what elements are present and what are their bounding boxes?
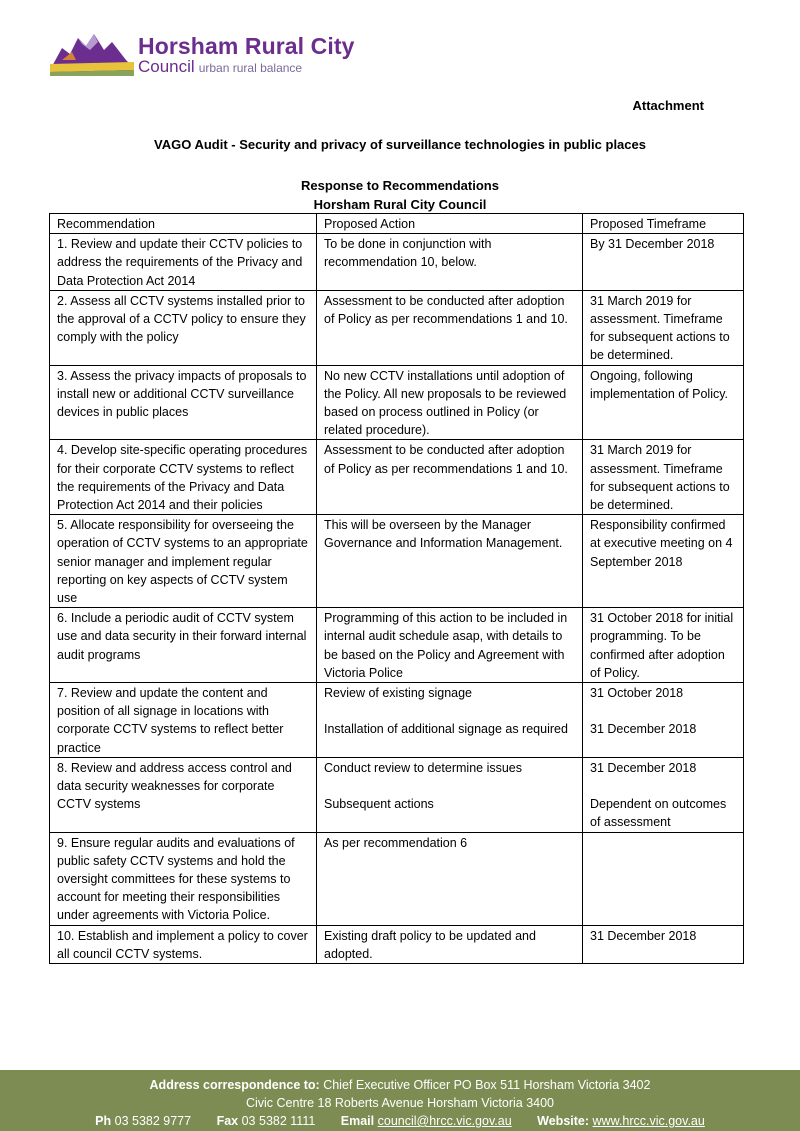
timeframe-cell [583, 832, 744, 925]
table-row [50, 515, 744, 608]
action-cell [317, 290, 583, 365]
subtitle-line-1: Response to Recommendations [301, 178, 499, 193]
recommendation-cell [50, 440, 317, 515]
timeframe-cell [583, 234, 744, 291]
header-proposed-timeframe: Proposed Timeframe [583, 214, 744, 234]
timeframe-cell [583, 757, 744, 832]
timeframe-cell-paragraph: 31 December 2018 [590, 928, 697, 943]
footer-line-3 [0, 1112, 800, 1130]
document-subtitle [0, 176, 800, 214]
footer-email-link[interactable]: council@hrcc.vic.gov.au [377, 1114, 512, 1128]
footer-line-2: Civic Centre 18 Roberts Avenue Horsham Victoria 3400 [245, 1096, 555, 1110]
table-row [50, 832, 744, 925]
timeframe-cell-paragraph: 31 March 2019 for assessment. Timeframe for subsequent actions to be determined. [590, 293, 730, 363]
timeframe-cell-paragraph: Ongoing, following implementation of Policy. [590, 368, 729, 401]
recommendation-cell-paragraph: 8. Review and address access control and data security weaknesses for corporate CCTV systems [57, 760, 292, 812]
recommendation-cell-paragraph: 6. Include a periodic audit of CCTV system use and data security in their forward internal audit programs [57, 611, 307, 662]
timeframe-cell [583, 440, 744, 515]
footer [0, 1070, 800, 1131]
action-cell-paragraph: No new CCTV installations until adoption of the Policy. All new proposals to be reviewed based on process outlined in Policy (or related procedure). [324, 368, 567, 438]
recommendations-table [49, 213, 744, 964]
recommendation-cell [50, 757, 317, 832]
logo-subline [138, 57, 302, 77]
action-cell-paragraph: To be done in conjunction with recommendation 10, below. [324, 237, 492, 270]
timeframe-cell [583, 608, 744, 683]
table-body [50, 234, 744, 964]
action-cell [317, 440, 583, 515]
recommendation-cell-paragraph: 7. Review and update the content and position of all signage in locations with corporate CCTV systems to reflect better practice [57, 686, 284, 755]
table-row [50, 365, 744, 440]
action-cell [317, 234, 583, 291]
recommendation-cell-paragraph: 1. Review and update their CCTV policies to address the requirements of the Privacy and Data Protection Act 2014 [57, 237, 303, 288]
action-cell-paragraph: Existing draft policy to be updated and adopted. [324, 928, 536, 961]
recommendation-cell [50, 683, 317, 758]
action-cell-paragraph: Subsequent actions [324, 797, 434, 812]
timeframe-cell [583, 365, 744, 440]
action-cell-paragraph: This will be overseen by the Manager Governance and Information Management. [324, 518, 563, 551]
recommendation-cell [50, 608, 317, 683]
timeframe-cell-paragraph: 31 December 2018 [590, 722, 697, 737]
table-row [50, 234, 744, 291]
timeframe-cell-paragraph: Dependent on outcomes of assessment [590, 797, 727, 830]
action-cell-paragraph: Programming of this action to be included in internal audit schedule asap, with details to be based on the Policy and Agreement with Victoria Police [324, 611, 568, 680]
mountain-logo-icon [48, 30, 136, 82]
timeframe-cell-paragraph: Responsibility confirmed at executive meeting on 4 September 2018 [590, 518, 733, 569]
recommendation-cell-paragraph: 4. Develop site-specific operating procedures for their corporate CCTV systems to reflect the requirements of the Privacy and Data Protection Act 2014 and their policies [57, 443, 308, 513]
footer-email-label: Email [340, 1114, 375, 1128]
timeframe-cell [583, 515, 744, 608]
footer-phone-value: 03 5382 9777 [114, 1114, 192, 1128]
attachment-label: Attachment [632, 98, 704, 113]
recommendation-cell-paragraph: 9. Ensure regular audits and evaluations of public safety CCTV systems and hold the oversight committees for these systems to account for meeting their responsibilities under agreements with Victoria Police. [57, 835, 295, 923]
table-row [50, 608, 744, 683]
timeframe-cell [583, 290, 744, 365]
footer-address-value: Chief Executive Officer PO Box 511 Horsham Victoria 3402 [323, 1078, 651, 1092]
action-cell-paragraph: Review of existing signage [324, 686, 472, 701]
action-cell-paragraph: Installation of additional signage as required [324, 722, 568, 737]
recommendation-cell [50, 515, 317, 608]
table-header-row [50, 214, 744, 234]
recommendation-cell-paragraph: 3. Assess the privacy impacts of proposals to install new or additional CCTV surveillance devices in public places [57, 368, 307, 420]
table-row [50, 925, 744, 963]
footer-fax-label: Fax [216, 1114, 239, 1128]
timeframe-cell-paragraph: 31 October 2018 [590, 686, 684, 701]
action-cell [317, 515, 583, 608]
recommendation-cell-paragraph: 5. Allocate responsibility for overseeing the operation of CCTV systems to an appropriate senior manager and implement regular reporting on key aspects of CCTV system use [57, 518, 308, 606]
footer-line-1 [0, 1076, 800, 1094]
timeframe-cell [583, 925, 744, 963]
timeframe-cell-paragraph: 31 October 2018 for initial programming. To be confirmed after adoption of Policy. [590, 611, 734, 680]
action-cell [317, 365, 583, 440]
document-title: VAGO Audit - Security and privacy of surveillance technologies in public places [154, 137, 646, 152]
table-row [50, 683, 744, 758]
council-logo [48, 30, 368, 82]
header-proposed-action: Proposed Action [317, 214, 583, 234]
action-cell-paragraph: Assessment to be conducted after adoption of Policy as per recommendations 1 and 10. [324, 293, 568, 327]
action-cell-paragraph: As per recommendation 6 [324, 835, 468, 850]
timeframe-cell-paragraph: By 31 December 2018 [590, 237, 715, 252]
recommendation-cell-paragraph: 2. Assess all CCTV systems installed prior to the approval of a CCTV policy to ensure they comply with the policy [57, 293, 306, 345]
logo-wordmark: Horsham Rural City [138, 33, 355, 59]
table-row [50, 290, 744, 365]
table-row [50, 757, 744, 832]
footer-website-label: Website: [537, 1114, 590, 1128]
subtitle-line-2: Horsham Rural City Council [313, 197, 487, 212]
action-cell-paragraph: Assessment to be conducted after adoption of Policy as per recommendations 1 and 10. [324, 443, 568, 476]
footer-website-link[interactable]: www.hrcc.vic.gov.au [592, 1114, 705, 1128]
footer-phone-label: Ph [95, 1114, 112, 1128]
footer-fax-value: 03 5382 1111 [241, 1114, 316, 1128]
recommendation-cell [50, 290, 317, 365]
action-cell-paragraph: Conduct review to determine issues [324, 760, 523, 775]
timeframe-cell-paragraph: 31 December 2018 [590, 760, 697, 775]
footer-address-label: Address correspondence to: [149, 1078, 320, 1092]
logo-council: Council [138, 57, 195, 76]
action-cell [317, 608, 583, 683]
logo-tagline: urban rural balance [198, 61, 303, 75]
recommendation-cell-paragraph: 10. Establish and implement a policy to cover all council CCTV systems. [57, 928, 308, 961]
recommendation-cell [50, 832, 317, 925]
table-row [50, 440, 744, 515]
action-cell [317, 832, 583, 925]
recommendation-cell [50, 234, 317, 291]
header-recommendation: Recommendation [50, 214, 317, 234]
recommendation-cell [50, 365, 317, 440]
timeframe-cell [583, 683, 744, 758]
action-cell [317, 683, 583, 758]
timeframe-cell-paragraph: 31 March 2019 for assessment. Timeframe for subsequent actions to be determined. [590, 443, 730, 513]
action-cell [317, 925, 583, 963]
action-cell [317, 757, 583, 832]
recommendation-cell [50, 925, 317, 963]
